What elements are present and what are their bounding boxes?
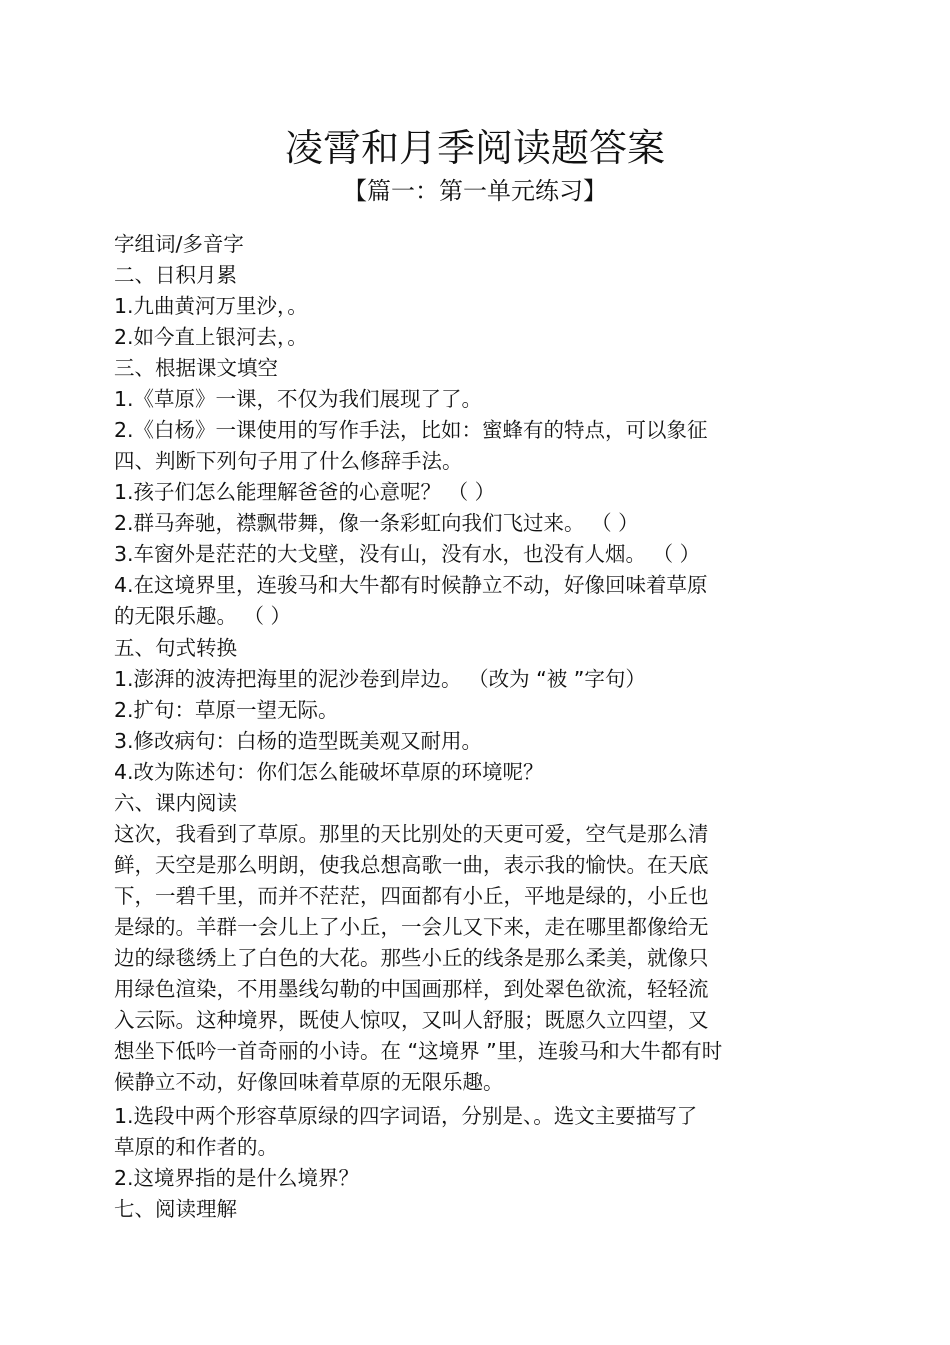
text-line: 候静立不动，好像回味着草原的无限乐趣。 <box>114 1070 504 1094</box>
text-line: 2.扩句：草原一望无际。 <box>114 698 339 722</box>
text-line: 2.群马奔驰，襟飘带舞，像一条彩虹向我们飞过来。 （ ） <box>114 511 639 535</box>
text-line: 1.选段中两个形容草原绿的四字词语，分别是、。选文主要描写了 <box>114 1104 698 1128</box>
text-line: 七、阅读理解 <box>114 1197 237 1221</box>
text-line: 想坐下低吟一首奇丽的小诗。在 “这境界 ”里，连骏马和大牛都有时 <box>114 1039 723 1063</box>
text-line: 3.车窗外是茫茫的大戈壁，没有山，没有水，也没有人烟。 （ ） <box>114 542 701 566</box>
text-line: 4.在这境界里，连骏马和大牛都有时候静立不动，好像回味着草原 <box>114 573 708 597</box>
text-line: 六、课内阅读 <box>114 791 237 815</box>
text-line: 用绿色渲染，不用墨线勾勒的中国画那样，到处翠色欲流，轻轻流 <box>114 977 709 1001</box>
text-line: 2.《白杨》一课使用的写作手法，比如：蜜蜂有的特点，可以象征 <box>114 418 708 442</box>
text-line: 三、根据课文填空 <box>114 356 278 380</box>
text-line: 这次，我看到了草原。那里的天比别处的天更可爱，空气是那么清 <box>114 822 709 846</box>
text-line: 2.这境界指的是什么境界？ <box>114 1166 360 1190</box>
text-line: 草原的和作者的。 <box>114 1135 278 1159</box>
text-line: 4.改为陈述句：你们怎么能破坏草原的环境呢？ <box>114 760 544 784</box>
text-line: 3.修改病句：白杨的造型既美观又耐用。 <box>114 729 483 753</box>
text-line: 的无限乐趣。 （ ） <box>114 604 292 628</box>
text-line: 1.九曲黄河万里沙，。 <box>114 294 308 318</box>
text-line: 1.《草原》一课，不仅为我们展现了了。 <box>114 387 483 411</box>
text-line: 四、判断下列句子用了什么修辞手法。 <box>114 449 463 473</box>
text-line: 边的绿毯绣上了白色的大花。那些小丘的线条是那么柔美，就像只 <box>114 946 709 970</box>
text-line: 字组词/多音字 <box>114 232 244 256</box>
text-line: 五、句式转换 <box>114 636 237 660</box>
document-title: 凌霄和月季阅读题答案 <box>284 126 665 170</box>
text-line: 下，一碧千里，而并不茫茫，四面都有小丘，平地是绿的，小丘也 <box>114 884 709 908</box>
text-line: 是绿的。羊群一会儿上了小丘，一会儿又下来，走在哪里都像给无 <box>114 915 709 939</box>
text-line: 入云际。这种境界，既使人惊叹，又叫人舒服；既愿久立四望，又 <box>114 1008 709 1032</box>
text-line: 鲜，天空是那么明朗，使我总想高歌一曲，表示我的愉快。在天底 <box>114 853 709 877</box>
text-line: 1.澎湃的波涛把海里的泥沙卷到岸边。 （改为 “被 ”字句） <box>114 667 646 691</box>
document-subtitle: 【篇一：第一单元练习】 <box>343 177 607 205</box>
text-line: 2.如今直上银河去，。 <box>114 325 308 349</box>
text-line: 二、日积月累 <box>114 263 237 287</box>
text-line: 1.孩子们怎么能理解爸爸的心意呢？ （ ） <box>114 480 496 504</box>
